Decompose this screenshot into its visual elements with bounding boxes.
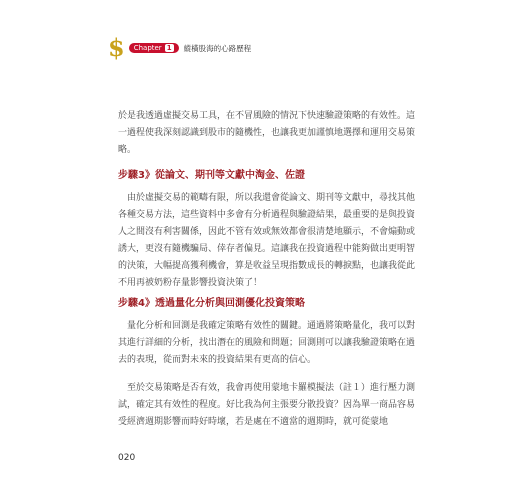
paragraph-3: 量化分析和回測是我確定策略有效性的關鍵。通過將策略量化，我可以對其進行詳細的分析，找出潛在的風險和問題；回測則可以讓我驗證策略在過去的表現，從而對未來的投資結果有更高的信心。	[118, 321, 416, 365]
step4-heading-block	[118, 297, 418, 311]
chapter-header	[108, 33, 252, 62]
paragraph-4: 至於交易策略是否有效，我會再使用蒙地卡羅模擬法（註１）進行壓力測試，確定其有效性的程度。好比我為何主張要分散投資？因為單一商品容易受經濟週期影響而時好時壞，若是處在不適當的週期時，就可從蒙地	[118, 383, 416, 427]
step3-heading-block	[118, 169, 418, 183]
page-number: 020	[118, 453, 136, 463]
dollar-icon: $	[108, 33, 125, 62]
paragraph-2-block	[118, 190, 418, 292]
chapter-label: Chapter	[133, 44, 162, 52]
paragraph-2: 由於虛擬交易的範疇有限，所以我還會從論文、期刊等文獻中，尋找其他各種交易方法，這些資料中多會有分析過程與驗證結果，最重要的是與投資人之間沒有利害關係，因此不管有效或無效都會很清楚地顯示，不會煽動或誘大，更沒有隨機騙局、倖存者偏見。這讓我在投資過程中能夠做出更明智的決策，大幅提高獲利機會，算是收益呈現指數成長的轉捩點，也讓我從此不用再被奶粉存量影響投資決策了！	[118, 193, 416, 288]
chapter-number: 1	[166, 44, 172, 52]
paragraph-1-block	[118, 108, 418, 159]
step4-heading: 步驟4》透過量化分析與回測優化投資策略	[118, 298, 305, 309]
paragraph-1: 於是我透過虛擬交易工具，在不冒風險的情況下快速驗證策略的有效性。這一過程使我深刻認識到股市的隨機性，也讓我更加謹慎地選擇和運用交易策略。	[118, 111, 416, 155]
step3-heading: 步驟3》從論文、期刊等文獻中淘金、佐證	[118, 170, 305, 181]
chapter-badge	[129, 43, 179, 53]
paragraph-3-block	[118, 318, 418, 369]
chapter-title: 縱橫股海的心路歷程	[183, 43, 252, 53]
paragraph-4-block	[118, 380, 418, 431]
